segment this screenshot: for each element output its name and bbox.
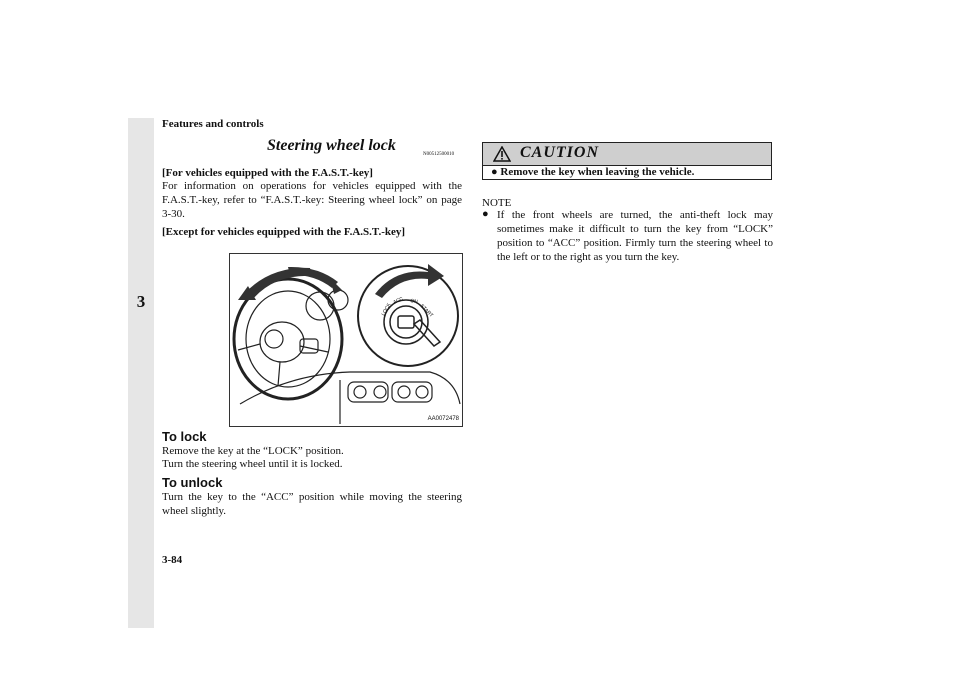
figure-id: AA0072478	[427, 416, 459, 422]
note-text: If the front wheels are turned, the anti-theft lock may sometimes make it difficult to turn the key from “LOCK” position to “ACC” position. Firmly turn the steering wheel to the left or to the right as you turn the key.	[497, 209, 773, 263]
caution-item-text: Remove the key when leaving the vehicle.	[500, 166, 695, 178]
steering-lock-illustration	[229, 253, 463, 427]
fast-key-reference: For information on operations for vehicles equipped with the F.A.S.T.-key, refer to “F.A.S.T.-key: Steering wheel lock” on page 3-30.	[162, 180, 462, 220]
switch-label-start: START	[418, 303, 435, 319]
switch-label-on: ON	[409, 298, 419, 306]
switch-label-lock: LOCK	[380, 302, 393, 317]
section-title: Steering wheel lock	[267, 137, 396, 154]
bullet-icon: ●	[482, 208, 489, 220]
steering-wheel-drawing	[230, 254, 462, 426]
note-label: NOTE	[482, 197, 512, 209]
caution-header	[483, 143, 771, 166]
chapter-number: 3	[136, 292, 146, 311]
warning-triangle-icon	[493, 146, 511, 162]
chapter-tab	[128, 118, 154, 628]
to-unlock-text: Turn the key to the “ACC” position while moving the steering wheel slightly.	[162, 491, 462, 517]
page-header-title: Features and controls	[162, 118, 264, 130]
bullet-icon: ●	[491, 166, 498, 178]
to-lock-heading: To lock	[162, 429, 207, 444]
non-fast-key-heading: [Except for vehicles equipped with the F.A.S.T.-key]	[162, 226, 406, 238]
switch-label-acc: ACC	[392, 295, 405, 306]
fast-key-heading: [For vehicles equipped with the F.A.S.T.-key]	[162, 167, 373, 179]
caution-title: CAUTION	[520, 144, 600, 161]
to-unlock-heading: To unlock	[162, 475, 223, 490]
to-lock-step-1: Remove the key at the “LOCK” position.	[162, 445, 344, 457]
page-number: 3-84	[162, 554, 183, 566]
caution-box	[482, 142, 772, 180]
to-lock-step-2: Turn the steering wheel until it is locked.	[162, 458, 343, 470]
section-code: N00512500010	[423, 152, 455, 157]
caution-item	[491, 166, 694, 178]
